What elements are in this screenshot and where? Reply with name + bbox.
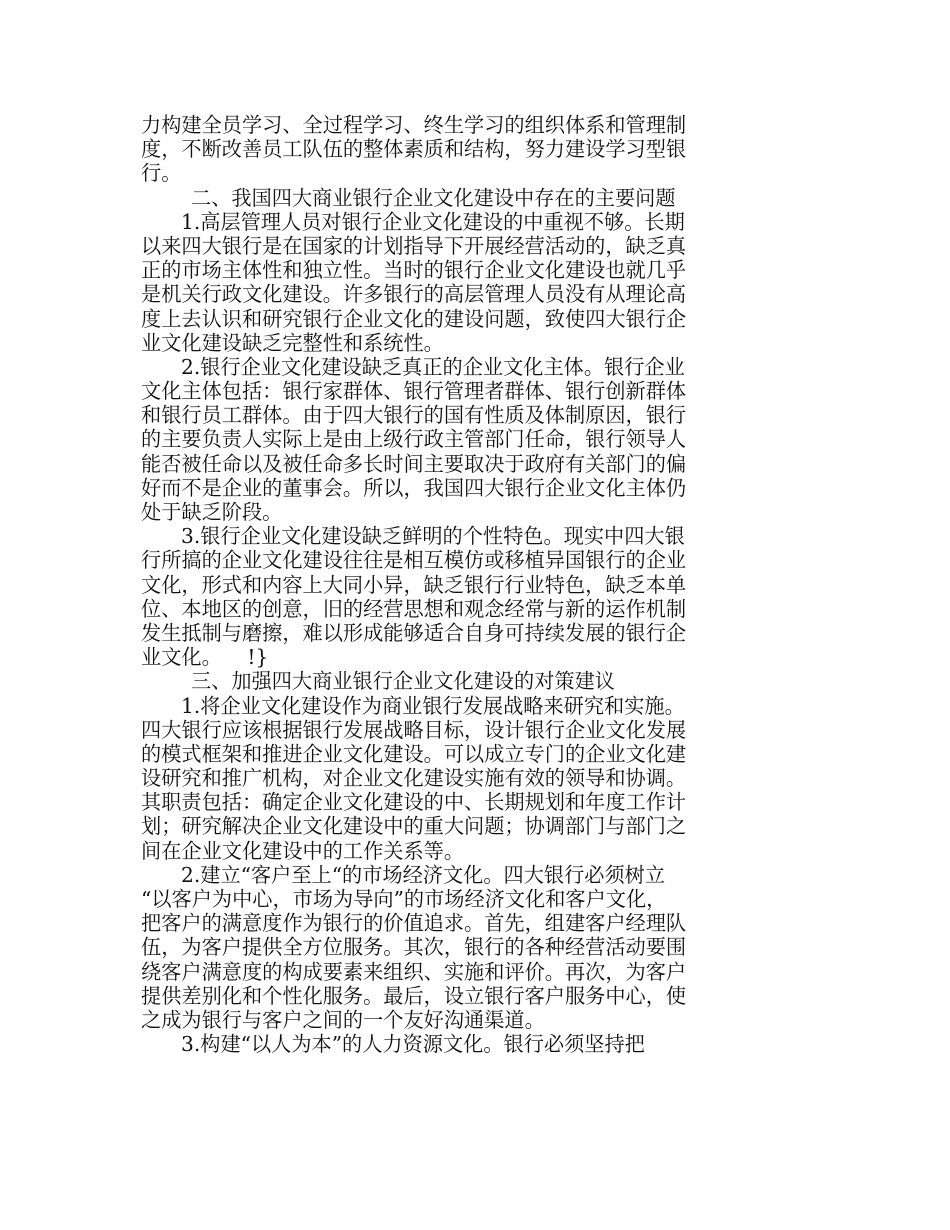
text-line: 的主要负责人实际上是由上级行政主管部门任命，银行领导人 xyxy=(141,427,687,452)
text-line: 业文化建设缺乏完整性和系统性。 xyxy=(141,330,444,355)
text-line: 度，不断改善员工队伍的整体素质和结构，努力建设学习型银 xyxy=(141,137,687,162)
text-line: 文化主体包括：银行家群体、银行管理者群体、银行创新群体 xyxy=(141,379,687,404)
text-line: 之成为银行与客户之间的一个友好沟通渠道。 xyxy=(141,1007,545,1032)
text-line: 以来四大银行是在国家的计划指导下开展经营活动的，缺乏真 xyxy=(141,233,687,258)
text-line: 2.银行企业文化建设缺乏真正的企业文化主体。银行企业 xyxy=(181,354,685,379)
text-line: 设研究和推广机构，对企业文化建设实施有效的领导和协调。 xyxy=(141,766,687,791)
text-line: 是机关行政文化建设。许多银行的高层管理人员没有从理论高 xyxy=(141,282,687,307)
text-line: “以客户为中心，市场为导向”的市场经济文化和客户文化， xyxy=(141,887,667,911)
text-line: 文化，形式和内容上大同小异，缺乏银行行业特色，缺乏本单 xyxy=(141,572,687,597)
text-line: 正的市场主体性和独立性。当时的银行企业文化建设也就几乎 xyxy=(141,258,687,283)
text-line: 的模式框架和推进企业文化建设。可以成立专门的企业文化建 xyxy=(141,741,687,766)
text-line: 度上去认识和研究银行企业文化的建设问题，致使四大银行企 xyxy=(141,306,687,331)
text-line: 业文化。 !} xyxy=(141,645,269,670)
text-line: 位、本地区的创意，旧的经营思想和观念经常与新的运作机制 xyxy=(141,596,687,621)
text-line: 其职责包括：确定企业文化建设的中、长期规划和年度工作计 xyxy=(141,790,687,815)
text-line: 2.建立“客户至上“的市场经济文化。四大银行必须树立 xyxy=(181,862,666,887)
text-line: 和银行员工群体。由于四大银行的国有性质及体制原因，银行 xyxy=(141,403,687,428)
text-line: 行。 xyxy=(141,161,182,186)
text-line: 好而不是企业的董事会。所以，我国四大银行企业文化主体仍 xyxy=(141,475,687,500)
text-line: 提供差别化和个性化服务。最后，设立银行客户服务中心，使 xyxy=(141,983,687,1008)
text-line: 四大银行应该根据银行发展战略目标，设计银行企业文化发展 xyxy=(141,717,687,742)
text-line: 1.高层管理人员对银行企业文化建设的中重视不够。长期 xyxy=(181,209,685,234)
section-heading: 三、加强四大商业银行企业文化建设的对策建议 xyxy=(191,669,615,694)
text-line: 力构建全员学习、全过程学习、终生学习的组织体系和管理制 xyxy=(141,113,687,137)
text-line: 3.银行企业文化建设缺乏鲜明的个性特色。现实中四大银 xyxy=(181,524,685,549)
text-line: 能否被任命以及被任命多长时间主要取决于政府有关部门的偏 xyxy=(141,451,687,476)
text-line: 绕客户满意度的构成要素来组织、实施和评价。再次，为客户 xyxy=(141,959,687,984)
text-line: 发生抵制与磨擦，难以形成能够适合自身可持续发展的银行企 xyxy=(141,620,687,645)
text-line: 1.将企业文化建设作为商业银行发展战略来研究和实施。 xyxy=(181,693,685,718)
text-line: 划；研究解决企业文化建设中的重大问题；协调部门与部门之 xyxy=(141,814,687,839)
document-page xyxy=(141,113,741,1056)
text-line: 间在企业文化建设中的工作关系等。 xyxy=(141,838,465,863)
text-line: 处于缺乏阶段。 xyxy=(141,500,283,524)
text-line: 3.构建“以人为本”的人力资源文化。银行必须坚持把 xyxy=(181,1032,645,1057)
section-heading: 二、我国四大商业银行企业文化建设中存在的主要问题 xyxy=(191,185,676,210)
text-line: 伍，为客户提供全方位服务。其次，银行的各种经营活动要围 xyxy=(141,935,687,960)
text-line: 行所搞的企业文化建设往往是相互模仿或移植异国银行的企业 xyxy=(141,548,687,573)
text-line: 把客户的满意度作为银行的价值追求。首先，组建客户经理队 xyxy=(141,911,687,936)
